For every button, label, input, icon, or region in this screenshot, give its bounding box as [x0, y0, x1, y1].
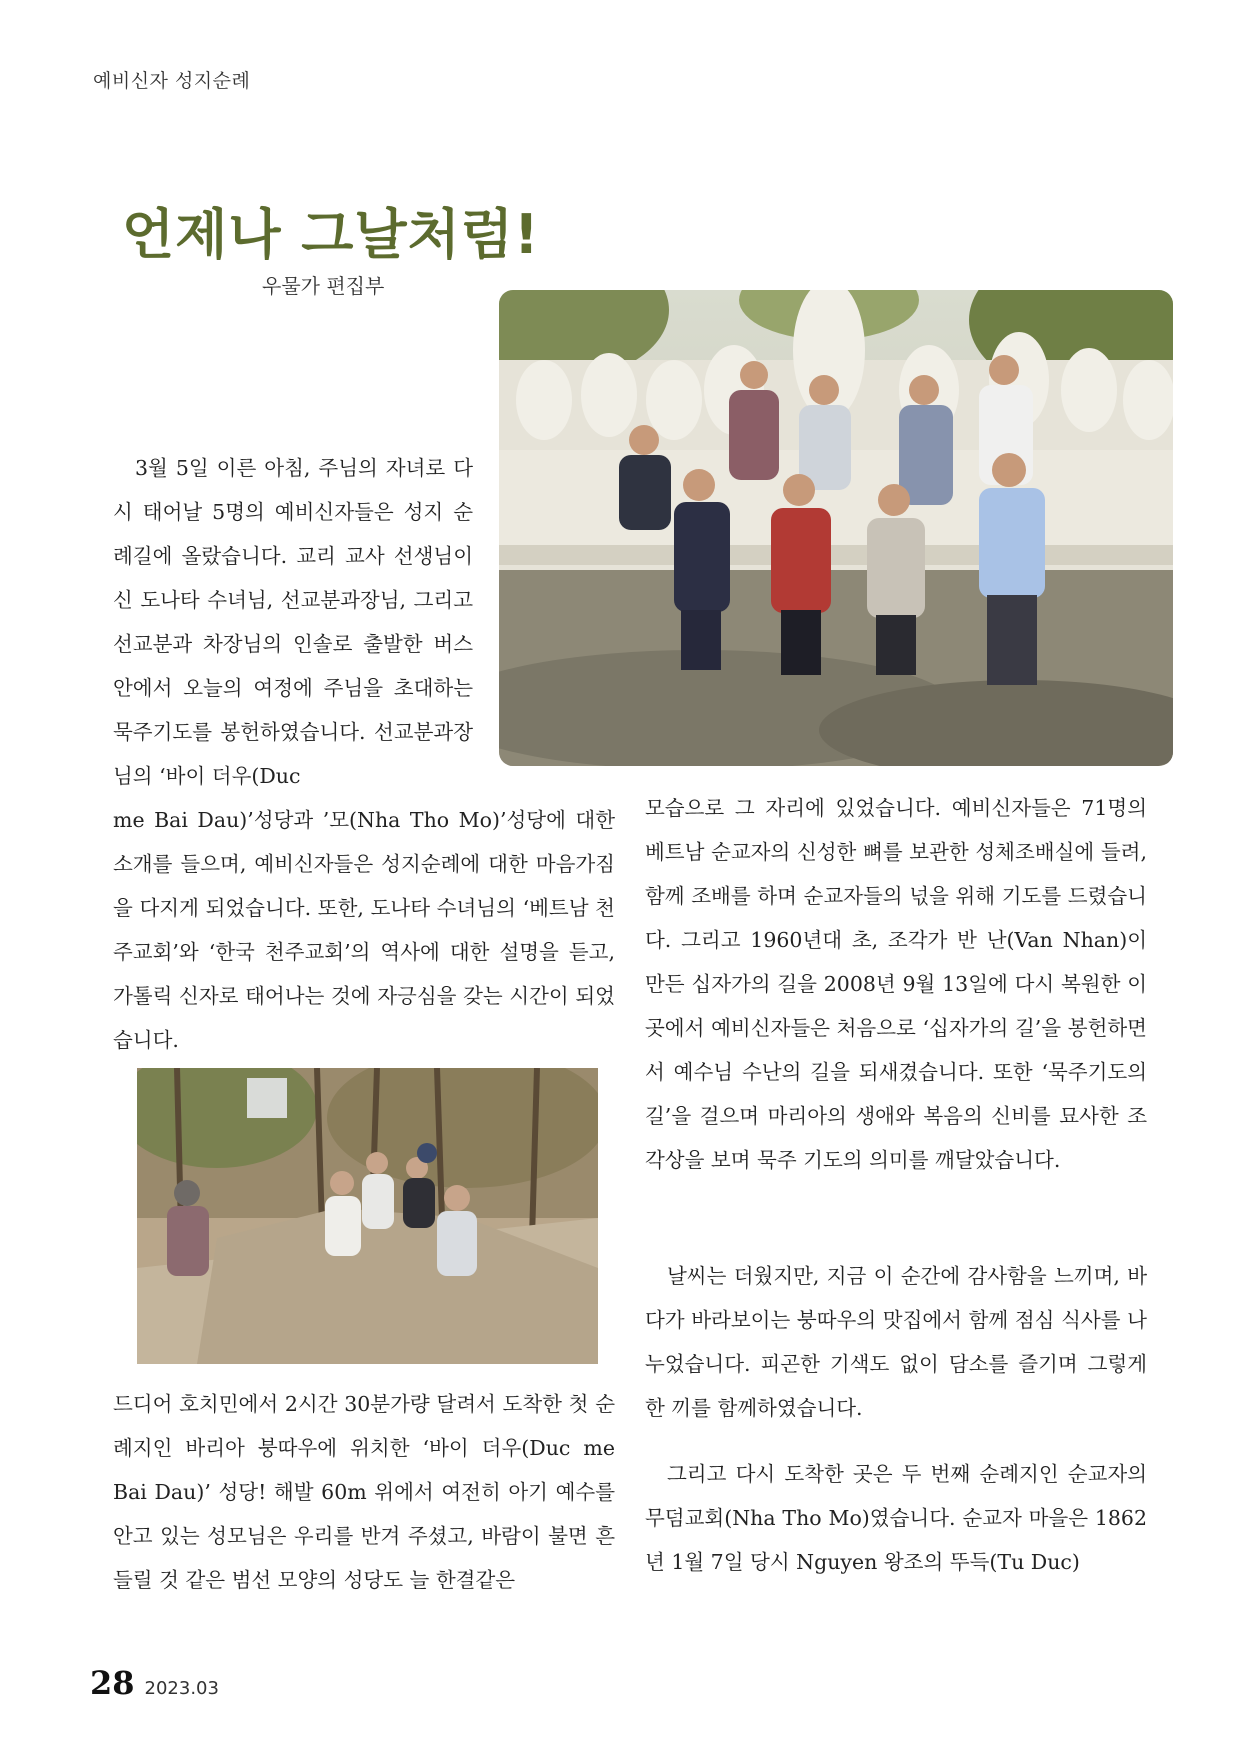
kneeling-prayer-photo: [137, 1068, 598, 1364]
page-number: 28: [90, 1664, 135, 1702]
article-byline: 우물가 편집부: [262, 274, 385, 298]
paragraph-1-continued: me Bai Dau)’성당과 ’모(Nha Tho Mo)’성당에 대한 소개를 들으며, 예비신자들은 성지순례에 대한 마음가짐을 다지게 되었습니다. 또한, 도나타 수녀님의 ‘베트남 천주교회’와 ‘한국 천주교회’의 역사에 대한 설명을 듣고, 가톨릭 신자로 태어나는 것에 자긍심을 갖는 시간이 되었습니다.: [113, 808, 615, 1052]
issue-date: 2023.03: [144, 1678, 219, 1699]
paragraph-2-continued: 모습으로 그 자리에 있었습니다. 예비신자들은 71명의 베트남 순교자의 신성한 뼈를 보관한 성체조배실에 들려, 함께 조배를 하며 순교자들의 넋을 위해 기도를 드렸습니다. 그리고 1960년대 초, 조각가 반 난(Van Nhan)이 만든 십자가의 길을 2008년 9월 13일에 다시 복원한 이곳에서 예비신자들은 처음으로 ‘십자가의 길’을 봉헌하면서 예수님 수난의 길을 되새겼습니다. 또한 ‘묵주기도의 길’을 걸으며 마리아의 생애와 복음의 신비를 묘사한 조각상을 보며 묵주 기도의 의미를 깨달았습니다.: [645, 796, 1147, 1172]
paragraph-3: 날씨는 더웠지만, 지금 이 순간에 감사함을 느끼며, 바다가 바라보이는 붕따우의 맛집에서 함께 점심 식사를 나누었습니다. 피곤한 기색도 없이 담소를 즐기며 그렇게 한 끼를 함께하였습니다.: [645, 1264, 1147, 1420]
page-footer: [90, 1664, 219, 1702]
group-photo-statues: [499, 290, 1173, 766]
paragraph-2: 드디어 호치민에서 2시간 30분가량 달려서 도착한 첫 순례지인 바리아 붕따우에 위치한 ‘바이 더우(Duc me Bai Dau)’ 성당! 해발 60m 위에서 여전히 아기 예수를 안고 있는 성모님은 우리를 반겨 주셨고, 바람이 불면 흔들릴 것 같은 범선 모양의 성당도 늘 한결같은: [113, 1392, 615, 1592]
article-title: 언제나 그날처럼!: [122, 203, 540, 266]
paragraph-4: 그리고 다시 도착한 곳은 두 번째 순례지인 순교자의 무덤교회(Nha Tho Mo)였습니다. 순교자 마을은 1862년 1월 7일 당시 Nguyen 왕조의 뚜득(Tu Duc): [645, 1462, 1147, 1574]
section-label: 예비신자 성지순례: [93, 70, 251, 92]
paragraph-1: 3월 5일 이른 아침, 주님의 자녀로 다시 태어날 5명의 예비신자들은 성지 순례길에 올랐습니다. 교리 교사 선생님이신 도나타 수녀님, 선교분과장님, 그리고 선교분과 차장님의 인솔로 출발한 버스 안에서 오늘의 여정에 주님을 초대하는 묵주기도를 봉헌하였습니다. 선교분과장님의 ‘바이 더우(Duc: [113, 456, 473, 788]
